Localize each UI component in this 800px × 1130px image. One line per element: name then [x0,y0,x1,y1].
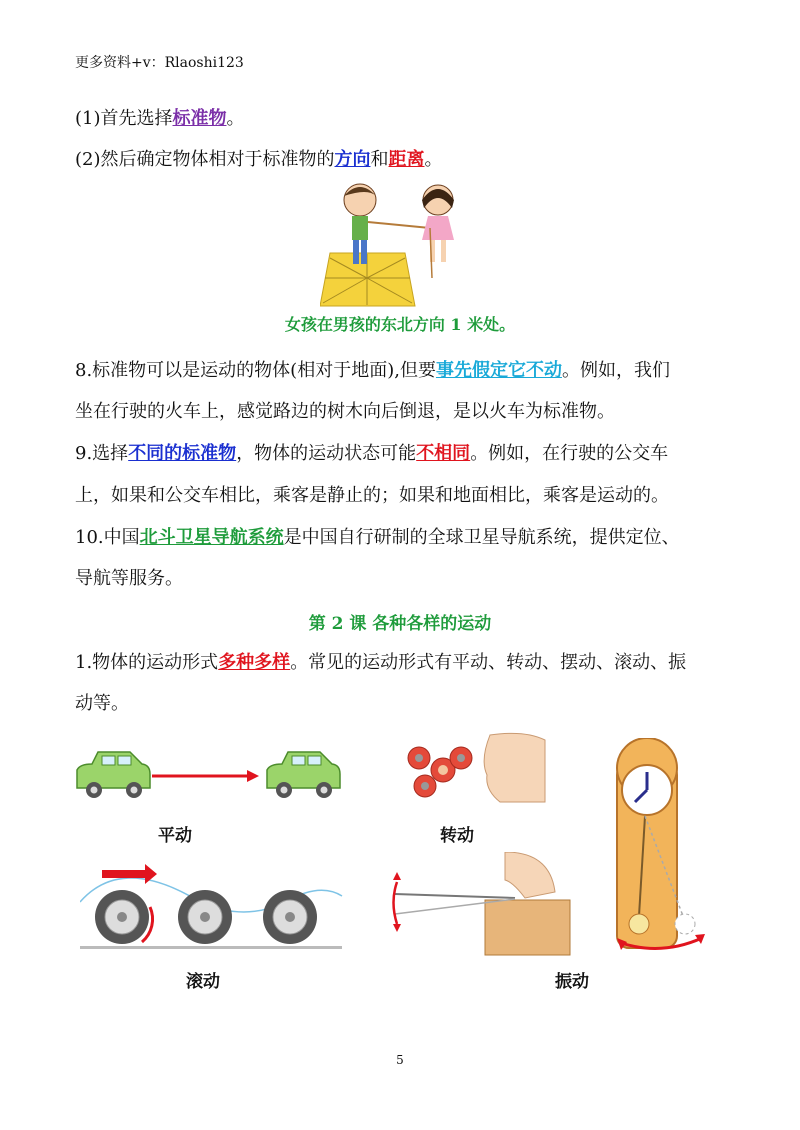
paragraph-8-line-2: 坐在行驶的火车上，感觉路边的树木向后倒退，是以火车为标准物。 [75,401,615,422]
p10-suffix: 是中国自行研制的全球卫星导航系统，提供定位、 [283,527,680,548]
p1-prefix: 1.物体的运动形式 [75,652,219,673]
keyword-assume-still: 事先假定它不动 [435,360,562,381]
paragraph-10-line-1 [75,526,680,550]
step-2-mid: 和 [370,149,389,170]
step-2-suffix: 。 [424,149,443,170]
paragraph-1-line-1 [75,651,686,675]
step-2-prefix: (2)然后确定物体相对于标准物的 [75,149,335,170]
keyword-not-same: 不相同 [416,443,471,464]
figure-caption: 女孩在男孩的东北方向 1 米处。 [284,315,516,334]
rolling-illustration [80,862,345,954]
p1-suffix: 。常见的运动形式有平动、转动、摆动、滚动、振 [290,652,687,673]
p9-suffix: 。例如，在行驶的公交车 [470,443,669,464]
lesson-title: 第 2 课 各种各样的运动 [308,614,492,634]
boy-girl-illustration [320,178,470,308]
label-translation: 平动 [158,826,192,846]
rotation-illustration [405,730,550,805]
step-2 [75,148,443,172]
paragraph-9-line-2: 上，如果和公交车相比，乘客是静止的；如果和地面相比，乘客是运动的。 [75,485,669,506]
keyword-beidou: 北斗卫星导航系统 [139,527,284,548]
page-header: 更多资料+v：Rlaoshi123 [75,55,244,71]
p8-prefix: 8.标准物可以是运动的物体(相对于地面),但要 [75,360,436,381]
translation-illustration [72,748,344,804]
keyword-distance: 距离 [388,149,425,170]
p9-mid: ，物体的运动状态可能 [236,443,417,464]
label-rotation: 转动 [440,826,474,846]
swing-clock-illustration [607,738,717,958]
label-rolling: 滚动 [186,972,220,992]
p9-prefix: 9.选择 [75,443,129,464]
p8-suffix: 。例如，我们 [561,360,670,381]
paragraph-10-line-2: 导航等服务。 [75,568,183,589]
paragraph-1-line-2: 动等。 [75,693,129,714]
paragraph-8-line-1 [75,359,670,383]
keyword-different-reference: 不同的标准物 [128,443,237,464]
keyword-direction: 方向 [334,149,371,170]
step-1 [75,107,245,131]
paragraph-9-line-1 [75,442,668,466]
keyword-various: 多种多样 [218,652,291,673]
step-1-suffix: 。 [226,108,245,129]
keyword-standard-object: 标准物 [172,108,227,129]
step-1-prefix: (1)首先选择 [75,108,173,129]
label-vibration: 振动 [555,972,589,992]
vibration-illustration [385,852,575,957]
page-number: 5 [396,1053,404,1067]
p10-prefix: 10.中国 [75,527,140,548]
